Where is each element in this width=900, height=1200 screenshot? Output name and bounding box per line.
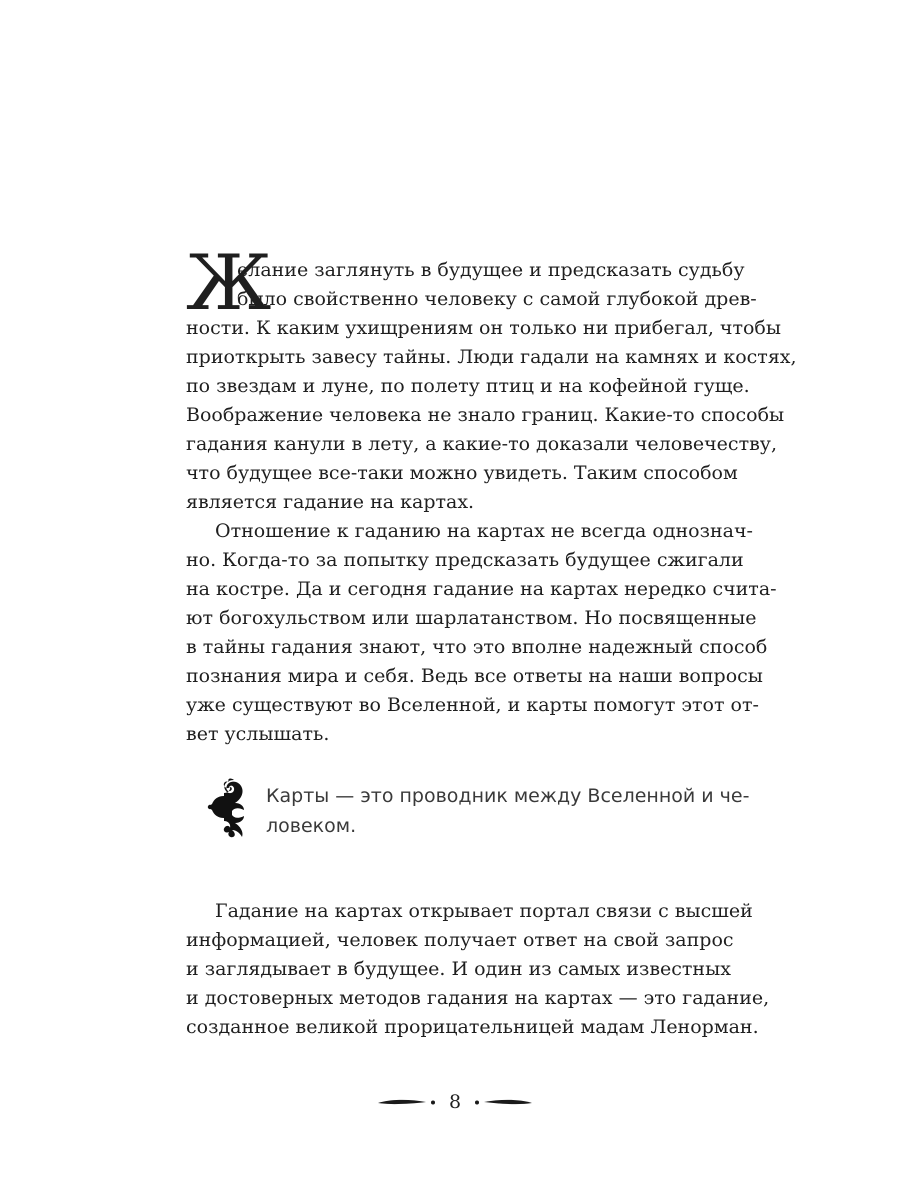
text-line: созданное великой прорицательницей мадам Ленорман. [186,1016,759,1038]
page-footer [370,1088,540,1116]
text-line: вет услышать. [186,723,330,745]
text-line: гадания канули в лету, а какие-то доказали человечеству, [186,433,777,455]
text-line: Гадание на картах открывает портал связи с высшей [215,900,753,922]
page-number: 8 [448,1091,462,1113]
text-line: приоткрыть завесу тайны. Люди гадали на камнях и костях, [186,346,797,368]
text-line: было свойственно человеку с самой глубокой древ- [237,288,757,310]
text-line: является гадание на картах. [186,491,475,513]
text-line: ют богохульством или шарлатанством. Но посвященные [186,607,757,629]
text-line: информацией, человек получает ответ на свой запрос [186,929,734,951]
text-line: Отношение к гаданию на картах не всегда однознач- [215,520,753,542]
text-line: что будущее все-таки можно увидеть. Таким способом [186,462,738,484]
text-line: познания мира и себя. Ведь все ответы на наши вопросы [186,665,763,687]
text-line: Воображение человека не знало границ. Какие-то способы [186,404,785,426]
text-line: ности. К каким ухищрениям он только ни прибегал, чтобы [186,317,781,339]
fleuron-icon [204,776,256,838]
callout-line: ловеком. [266,815,357,837]
text-line: в тайны гадания знают, что это вполне надежный способ [186,636,768,658]
text-line: и достоверных методов гадания на картах — это гадание, [186,987,770,1009]
text-line: по звездам и луне, по полету птиц и на кофейной гуще. [186,375,750,397]
text-line: елание заглянуть в будущее и предсказать судьбу [237,259,745,281]
callout-line: Карты — это проводник между Вселенной и че- [266,785,750,807]
drop-cap: Ж [186,238,272,327]
text-line: уже существуют во Вселенной, и карты помогут этот от- [186,694,759,716]
text-line: на костре. Да и сегодня гадание на картах нередко счита- [186,578,777,600]
text-line: но. Когда-то за попытку предсказать будущее сжигали [186,549,744,571]
text-line: и заглядывает в будущее. И один из самых известных [186,958,731,980]
